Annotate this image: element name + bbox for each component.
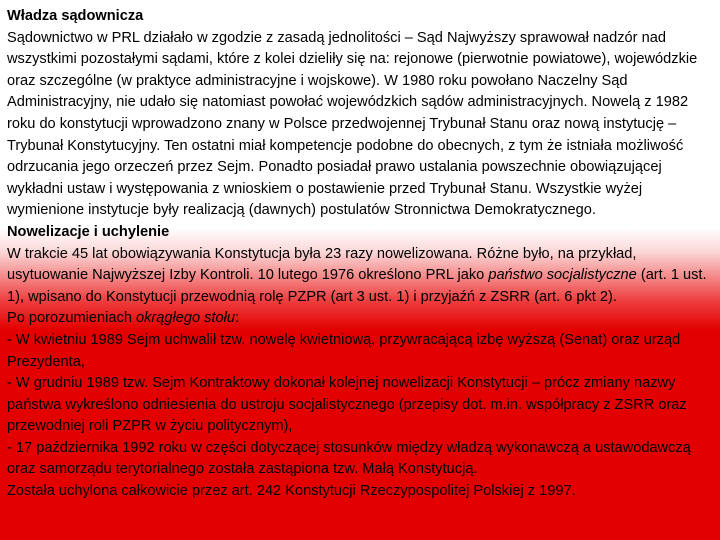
bullet-december-1989: - W grudniu 1989 tzw. Sejm Kontraktowy dokonał kolejnej nowelizacji Konstytucji – prócz zmiany nazwy państwa wykreślono odniesienia do ustroju socjalistycznego (przepisy dot. m.in. współpracy z ZSRR oraz przewodniej roli PZPR w życiu politycznym),	[7, 375, 687, 435]
bullet-october-1992: - 17 października 1992 roku w części dotyczącej stosunków między władzą wykonawczą a ustawodawczą oraz samorządu terytorialnego została zastąpiona tzw. Małą Konstytucją.	[7, 439, 691, 478]
round-table-text-2: :	[234, 310, 240, 327]
amendments-italic-term: państwo socjalistyczne	[488, 267, 637, 284]
bullet-april-1989: - W kwietniu 1989 Sejm uchwalił tzw. nowelę kwietniową, przywracającą izbę wyższą (Senat) oraz urząd Prezydenta,	[7, 331, 681, 370]
repeal-paragraph: Została uchylona całkowicie przez art. 242 Konstytucji Rzeczypospolitej Polskiej z 1997.	[7, 483, 576, 500]
round-table-intro	[7, 308, 715, 330]
round-table-italic: okrągłego stołu	[136, 310, 235, 327]
amendments-paragraph	[7, 244, 715, 309]
round-table-text-1: Po porozumieniach	[7, 310, 136, 327]
amendments-text-2: (art. 1 ust. 1), wpisano do Konstytucji przewodnią rolę PZPR (art 3 ust. 1) i przyjaźń z ZSRR (art. 6 pkt 2).	[7, 267, 707, 305]
section-title-amendments: Nowelizacje i uchylenie	[7, 223, 170, 240]
amendments-text-1: W trakcie 45 lat obowiązywania Konstytucja była 23 razy nowelizowana. Różne było, na przykład, usytuowanie Najwyższej Izby Kontroli. 10 lutego 1976 określono PRL jako	[7, 245, 637, 284]
document-body	[7, 6, 715, 503]
section-title-judiciary: Władza sądownicza	[7, 8, 144, 24]
judiciary-paragraph: Sądownictwo w PRL działało w zgodzie z zasadą jednolitości – Sąd Najwyższy sprawował nadzór nad wszystkimi pozostałymi sądami, które z kolei dzieliły się na: rejonowe (pierwotnie powiatowe), wojewódzkie oraz szczególne (w praktyce administracyjne i wojskowe). W 1980 roku powołano Naczelny Sąd Administracyjny, nie udało się natomiast powołać wojewódzkich sądów administracyjnych. Nowelą z 1982 roku do konstytucji wprowadzono znany w Polsce przedwojennej Trybunał Stanu oraz nową instytucję – Trybunał Konstytucyjny. Ten ostatni miał kompetencje podobne do obecnych, z tym że istniała możliwość odrzucania jego orzeczeń przez Sejm. Ponadto posiadał prawo ustalania powszechnie obowiązującej wykładni ustaw i występowania z wnioskiem o postawienie przed Trybunał Stanu. Wszystkie wyżej wymienione instytucje były realizacją (dawnych) postulatów Stronnictwa Demokratycznego.	[7, 29, 698, 219]
